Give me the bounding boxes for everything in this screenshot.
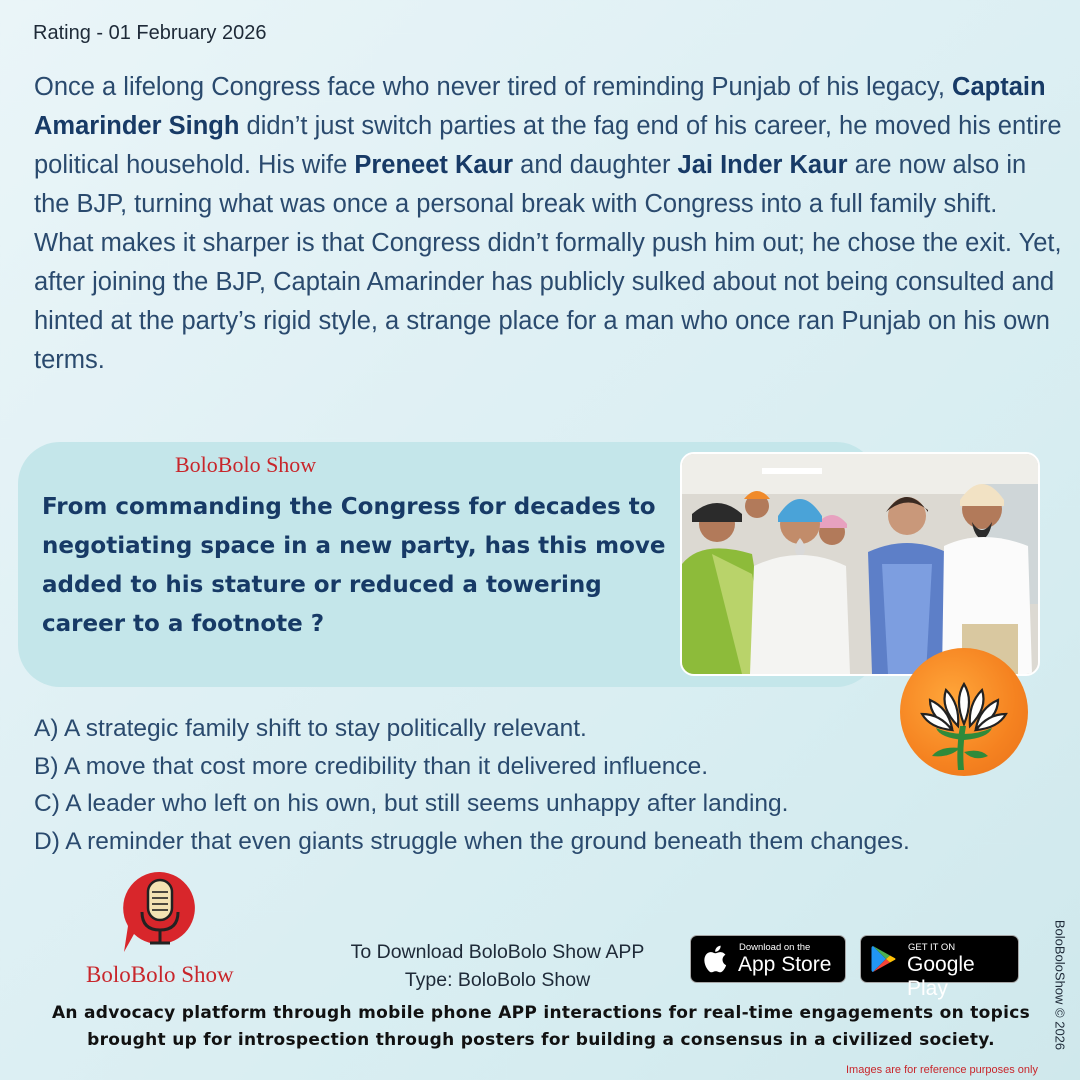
intro-text [34,68,1064,380]
name-amarinder: Captain Amarinder Singh [34,73,1046,140]
group-photo-illustration [682,454,1038,674]
option-c[interactable]: C) A leader who left on his own, but still seems unhappy after landing. [34,790,789,817]
rating-date: Rating - 01 February 2026 [33,22,267,44]
download-instructions [320,938,675,994]
image-disclaimer: Images are for reference purposes only [846,1064,1038,1076]
app-logo-brand: BoloBolo Show [86,962,234,987]
question-box-brand: BoloBolo Show [175,452,317,477]
copyright-vertical [1036,910,1080,1060]
apple-icon [703,945,727,973]
app-store-button[interactable] [690,935,846,983]
poll-options [34,710,1074,860]
google-play-button[interactable] [860,935,1019,1000]
option-a[interactable]: A) A strategic family shift to stay politically relevant. [34,715,587,742]
news-photo [680,452,1040,676]
platform-tagline: An advocacy platform through mobile phone APP interactions for real-time engagements on topics brought up for introspection through posters for building a consensus in a civilized society. [51,1003,1031,1050]
option-d[interactable]: D) A reminder that even giants struggle when the ground beneath them changes. [34,827,910,855]
app-store-small-text: Download on the [739,942,811,953]
intro-paragraph-1: Once a lifelong Congress face who never tired of reminding Punjab of his legacy, Captain Amarinder Singh didn’t just switch parties at the fag end of his career, he moved his entire political household. His wife Preneet Kaur and daughter Jai Inder Kaur are now also in the BJP, turning what was once a personal break with Congress into a full family shift. [34,73,1062,218]
name-jai-inder: Jai Inder Kaur [677,151,848,179]
app-store-big-text: App Store [738,953,832,976]
poll-question: From commanding the Congress for decades to negotiating space in a new party, has this move added to his stature or reduced a towering career to a footnote ? [42,494,666,637]
download-line-1: To Download BoloBolo Show APP [350,941,645,963]
google-play-big-text: Google Play [907,953,975,1000]
name-preneet: Preneet Kaur [354,151,514,179]
copyright-text: BoloBoloShow © 2026 [1052,919,1068,1051]
download-line-2: Type: BoloBolo Show [404,969,591,991]
intro-paragraph-2: What makes it sharper is that Congress didn’t formally push him out; he chose the exit. Yet, after joining the BJP, Captain Amarinder has publicly sulked about not being consulted and hinted at the party’s rigid style, a strange place for a man who once ran Punjab on his own terms. [34,229,1062,374]
microphone-icon [120,868,200,968]
google-play-icon [871,945,897,973]
google-play-small-text: GET IT ON [908,942,956,953]
app-microphone-logo [120,868,200,968]
option-b[interactable]: B) A move that cost more credibility than it delivered influence. [34,752,709,780]
